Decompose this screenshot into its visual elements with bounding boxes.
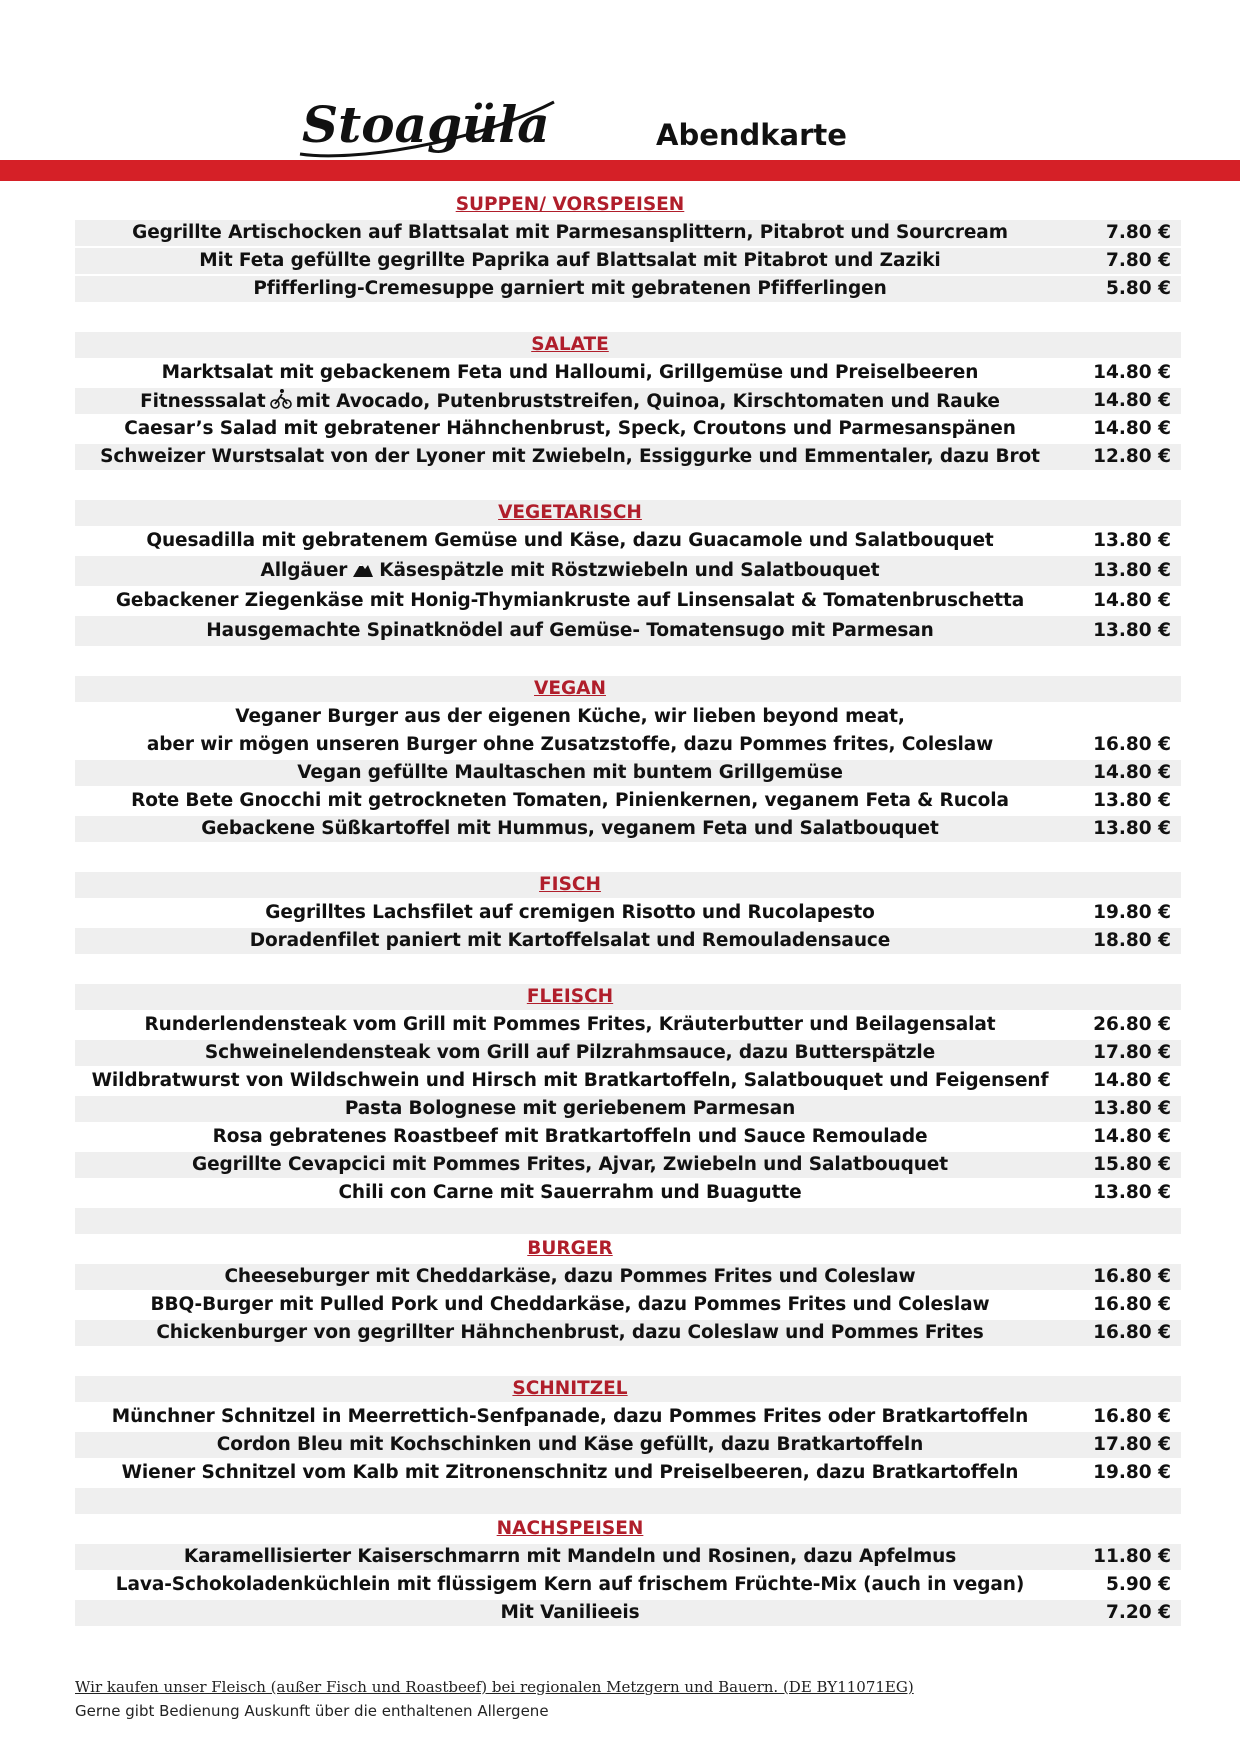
menu-item: Allgäuer Käsespätzle mit Röstzwiebeln und Salatbouquet 13.80 € [75, 556, 1181, 586]
spacer-row [75, 1208, 1181, 1234]
menu-item: Gegrillte Artischocken auf Blattsalat mit Parmesansplittern, Pitabrot und Sourcream 7.80 € [75, 220, 1181, 246]
logo-script [292, 84, 562, 164]
section-heading-fisch: FISCH [75, 872, 1181, 898]
section-heading-salate: SALATE [75, 332, 1181, 358]
menu-item: Cheeseburger mit Cheddarkäse, dazu Pommes Frites und Coleslaw 16.80 € [75, 1264, 1181, 1290]
section-heading-vegan: VEGAN [75, 676, 1181, 702]
menu-item: Caesar’s Salad mit gebratener Hähnchenbrust, Speck, Croutons und Parmesanspänen 14.80 € [124, 418, 1171, 439]
cyclist-icon [270, 388, 292, 418]
menu-item: Doradenfilet paniert mit Kartoffelsalat und Remouladensauce 18.80 € [75, 928, 1181, 954]
menu-item: Schweinelendensteak vom Grill auf Pilzrahmsauce, dazu Butterspätzle 17.80 € [75, 1040, 1181, 1066]
section-heading-suppen: SUPPEN/ VORSPEISEN [455, 194, 685, 215]
menu-item: Quesadilla mit gebratenem Gemüse und Käse, dazu Guacamole und Salatbouquet 13.80 € [146, 530, 1171, 551]
menu-item: Fitnesssalat mit Avocado, Putenbruststreifen, Quinoa, Kirschtomaten und Rauke 14.80 € [75, 388, 1181, 414]
menu-item: Marktsalat mit gebackenem Feta und Halloumi, Grillgemüse und Preiselbeeren 14.80 € [161, 362, 1171, 383]
restaurant-logo [292, 84, 562, 164]
footer [75, 1678, 914, 1720]
menu-item: Chili con Carne mit Sauerrahm und Buagutte 13.80 € [338, 1182, 1171, 1203]
menu-item: Rote Bete Gnocchi mit getrockneten Tomaten, Pinienkernen, veganem Feta & Rucola 13.80 € [131, 790, 1171, 811]
menu-list [75, 192, 1181, 1628]
menu-item: Rosa gebratenes Roastbeef mit Bratkartoffeln und Sauce Remoulade 14.80 € [212, 1126, 1171, 1147]
menu-item: Chickenburger von gegrillter Hähnchenbrust, dazu Coleslaw und Pommes Frites 16.80 € [75, 1320, 1181, 1346]
menu-item: Vegan gefüllte Maultaschen mit buntem Grillgemüse 14.80 € [75, 760, 1181, 786]
menu-item: Mit Feta gefüllte gegrillte Paprika auf Blattsalat mit Pitabrot und Zaziki 7.80 € [75, 248, 1181, 274]
menu-item: BBQ-Burger mit Pulled Pork und Cheddarkäse, dazu Pommes Frites und Coleslaw 16.80 € [150, 1294, 1171, 1315]
menu-item: Gebackene Süßkartoffel mit Hummus, veganem Feta und Salatbouquet 13.80 € [75, 816, 1181, 842]
menu-item: Wildbratwurst von Wildschwein und Hirsch mit Bratkartoffeln, Salatbouquet und Feigensenf 14.80 € [91, 1070, 1171, 1091]
menu-item: aber wir mögen unseren Burger ohne Zusatzstoffe, dazu Pommes frites, Coleslaw 16.80 € [146, 734, 1171, 755]
section-heading-nachspeisen: NACHSPEISEN [496, 1518, 644, 1539]
menu-item: Pfifferling-Cremesuppe garniert mit gebratenen Pfifferlingen 5.80 € [75, 276, 1181, 302]
menu-item: Gegrilltes Lachsfilet auf cremigen Risotto und Rucolapesto 19.80 € [265, 902, 1171, 923]
logo-text: Stoagüla [302, 95, 550, 154]
spacer-row [75, 1488, 1181, 1514]
section-heading-schnitzel: SCHNITZEL [75, 1376, 1181, 1402]
menu-item: Cordon Bleu mit Kochschinken und Käse gefüllt, dazu Bratkartoffeln 17.80 € [75, 1432, 1181, 1458]
menu-item: Karamellisierter Kaiserschmarrn mit Mandeln und Rosinen, dazu Apfelmus 11.80 € [75, 1544, 1181, 1570]
menu-item: Veganer Burger aus der eigenen Küche, wir lieben beyond meat, [235, 706, 905, 727]
section-heading-fleisch: FLEISCH [75, 984, 1181, 1010]
header-red-bar [0, 160, 1240, 181]
menu-item: Mit Vanilieeis 7.20 € [75, 1600, 1181, 1626]
footer-allergen-note: Gerne gibt Bedienung Auskunft über die enthaltenen Allergene [75, 1702, 549, 1720]
menu-item: Münchner Schnitzel in Meerrettich-Senfpanade, dazu Pommes Frites oder Bratkartoffeln 16.80 € [111, 1406, 1171, 1427]
section-heading-vegetarisch: VEGETARISCH [75, 500, 1181, 526]
menu-item: Pasta Bolognese mit geriebenem Parmesan 13.80 € [75, 1096, 1181, 1122]
section-heading-burger: BURGER [527, 1238, 613, 1259]
menu-item: Gebackener Ziegenkäse mit Honig-Thymiankruste auf Linsensalat & Tomatenbruschetta 14.80 € [115, 590, 1171, 611]
mountain-icon [351, 557, 375, 589]
menu-item: Wiener Schnitzel vom Kalb mit Zitronenschnitz und Preiselbeeren, dazu Bratkartoffeln 19.80 € [121, 1462, 1171, 1483]
menu-item: Runderlendensteak vom Grill mit Pommes Frites, Kräuterbutter und Beilagensalat 26.80 € [144, 1014, 1171, 1035]
menu-item: Lava-Schokoladenküchlein mit flüssigem Kern auf frischem Früchte-Mix (auch in vegan) 5.90 € [115, 1574, 1171, 1595]
page-title: Abendkarte [656, 118, 847, 152]
menu-item: Hausgemachte Spinatknödel auf Gemüse- Tomatensugo mit Parmesan 13.80 € [75, 616, 1181, 646]
menu-item: Schweizer Wurstsalat von der Lyoner mit Zwiebeln, Essiggurke und Emmentaler, dazu Brot 12.80 € [75, 444, 1181, 470]
menu-item: Gegrillte Cevapcici mit Pommes Frites, Ajvar, Zwiebeln und Salatbouquet 15.80 € [75, 1152, 1181, 1178]
footer-sourcing-note: Wir kaufen unser Fleisch (außer Fisch und Roastbeef) bei regionalen Metzgern und Bauern. (DE BY11071EG) [75, 1678, 914, 1696]
